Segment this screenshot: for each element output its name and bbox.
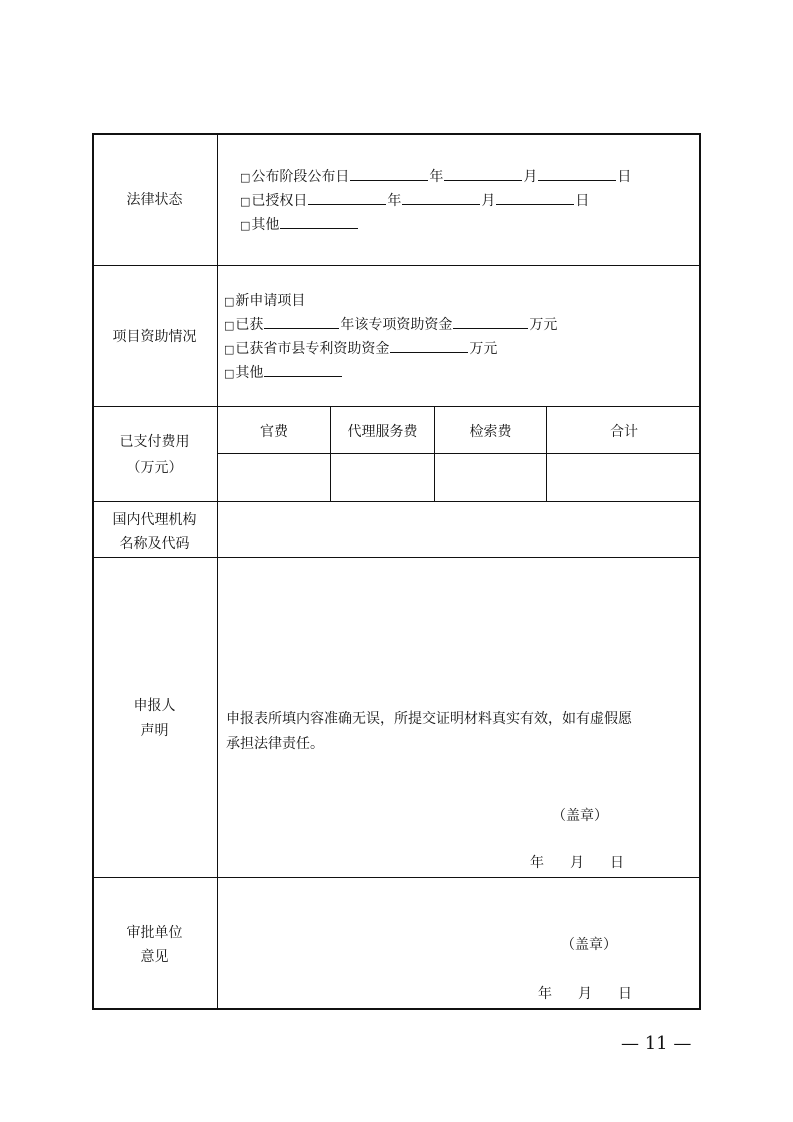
blank-field[interactable] — [280, 213, 358, 229]
checkbox-icon[interactable]: □ — [240, 219, 251, 232]
option-text: 已授权日 — [251, 193, 308, 209]
row-divider — [218, 453, 701, 454]
blank-field[interactable] — [496, 189, 574, 205]
approval-seal: （盖章） — [561, 937, 617, 953]
fees-header-total: 合计 — [610, 424, 638, 440]
funding-other-option[interactable] — [224, 361, 343, 386]
fees-header-search: 检索费 — [469, 424, 512, 440]
legal-status-publication-option[interactable] — [240, 165, 631, 190]
unit-text: 万元 — [469, 341, 498, 357]
page-number: — 11 — — [621, 1033, 692, 1054]
declaration-seal: （盖章） — [552, 808, 608, 824]
date-unit-month: 月 — [481, 193, 496, 209]
declaration-date-month: 月 — [570, 855, 584, 871]
checkbox-icon[interactable]: □ — [240, 171, 251, 184]
blank-field[interactable] — [350, 165, 428, 181]
approval-date-day: 日 — [618, 986, 632, 1002]
blank-field[interactable] — [264, 313, 339, 329]
checkbox-icon[interactable]: □ — [224, 367, 235, 380]
legal-status-label: 法律状态 — [126, 192, 183, 208]
column-divider — [217, 133, 218, 1010]
option-text: 其他 — [235, 365, 264, 381]
legal-status-other-option[interactable] — [240, 213, 359, 238]
funding-label: 项目资助情况 — [112, 329, 197, 345]
funding-new-option[interactable] — [224, 289, 305, 314]
row-divider — [92, 877, 701, 878]
funding-obtained-option[interactable] — [224, 313, 557, 338]
fees-total-cell[interactable] — [547, 455, 701, 500]
checkbox-icon[interactable]: □ — [224, 343, 235, 356]
declaration-statement: 申报表所填内容准确无误，所提交证明材料真实有效，如有虚假愿 — [226, 711, 632, 727]
option-text: 公布阶段公布日 — [251, 169, 350, 185]
option-text: 新申请项目 — [235, 293, 306, 309]
approval-label: 审批单位 — [126, 925, 183, 941]
declaration-statement-line2: 承担法律责任。 — [226, 736, 324, 752]
date-unit-year: 年 — [429, 169, 444, 185]
checkbox-icon[interactable]: □ — [224, 295, 235, 308]
funding-local-option[interactable] — [224, 337, 497, 362]
fees-label: 已支付费用 — [119, 434, 190, 450]
fees-unit-label: （万元） — [126, 460, 183, 476]
blank-field[interactable] — [444, 165, 522, 181]
option-text: 年该专项资助资金 — [340, 317, 453, 333]
date-unit-month: 月 — [523, 169, 538, 185]
row-divider — [92, 265, 701, 266]
checkbox-icon[interactable]: □ — [240, 195, 251, 208]
blank-field[interactable] — [402, 189, 480, 205]
agency-input-cell[interactable] — [218, 503, 701, 557]
approval-label-line2: 意见 — [140, 949, 169, 965]
blank-field[interactable] — [538, 165, 616, 181]
row-divider — [92, 406, 701, 407]
fees-header-official: 官费 — [260, 424, 288, 440]
approval-date-year: 年 — [538, 986, 552, 1002]
fees-official-cell[interactable] — [218, 455, 330, 500]
approval-date-month: 月 — [578, 986, 592, 1002]
declaration-date-year: 年 — [530, 855, 544, 871]
legal-status-granted-option[interactable] — [240, 189, 589, 214]
option-text: 其他 — [251, 217, 280, 233]
option-text: 已获省市县专利资助资金 — [235, 341, 390, 357]
unit-text: 万元 — [529, 317, 558, 333]
blank-field[interactable] — [453, 313, 528, 329]
date-unit-day: 日 — [617, 169, 632, 185]
declaration-label-line2: 声明 — [140, 723, 169, 739]
checkbox-icon[interactable]: □ — [224, 319, 235, 332]
date-unit-day: 日 — [575, 193, 590, 209]
fees-search-cell[interactable] — [435, 455, 546, 500]
fees-agency-cell[interactable] — [331, 455, 434, 500]
row-divider — [92, 501, 701, 502]
declaration-date-day: 日 — [610, 855, 624, 871]
blank-field[interactable] — [390, 337, 468, 353]
agency-label-line2: 名称及代码 — [119, 536, 190, 552]
declaration-label: 申报人 — [133, 698, 176, 714]
fees-header-agency: 代理服务费 — [347, 424, 418, 440]
blank-field[interactable] — [308, 189, 386, 205]
blank-field[interactable] — [264, 361, 342, 377]
agency-label: 国内代理机构 — [112, 512, 197, 528]
row-divider — [92, 557, 701, 558]
date-unit-year: 年 — [387, 193, 402, 209]
option-text: 已获 — [235, 317, 264, 333]
